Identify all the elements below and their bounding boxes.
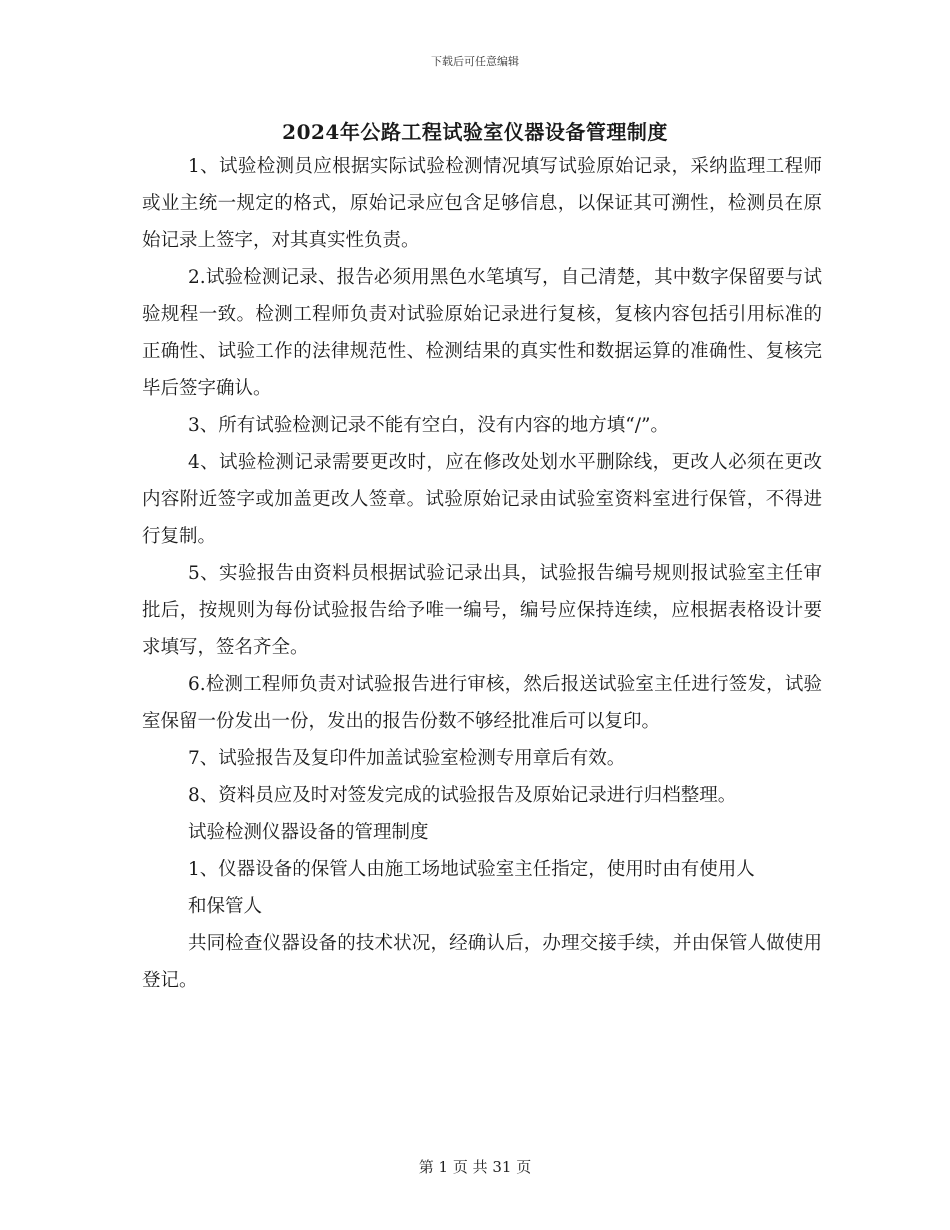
document-title: 2024年公路工程试验室仪器设备管理制度 [282,120,668,144]
paragraph-11: 共同检查仪器设备的技术状况，经确认后，办理交接手续，并由保管人做使用登记。 [142,933,822,991]
paragraph-4: 4、试验检测记录需要更改时，应在修改处划水平删除线，更改人必须在更改内容附近签字或加盖更改人签章。试验原始记录由试验室资料室进行保管，不得进行复制。 [142,452,822,547]
paragraph-9: 1、仪器设备的保管人由施工场地试验室主任指定，使用时由有使用人 [188,859,755,880]
paragraph-10: 和保管人 [188,896,263,917]
paragraph-8: 8、资料员应及时对签发完成的试验报告及原始记录进行归档整理。 [188,785,737,806]
paragraph-1: 1、试验检测员应根据实际试验检测情况填写试验原始记录，采纳监理工程师或业主统一规定的格式，原始记录应包含足够信息，以保证其可溯性，检测员在原始记录上签字，对其真实性负责。 [142,156,822,251]
page-number: 第 1 页 共 31 页 [418,1158,532,1176]
paragraph-2: 2.试验检测记录、报告必须用黑色水笔填写，自己清楚，其中数字保留要与试验规程一致。检测工程师负责对试验原始记录进行复核，复核内容包括引用标准的正确性、试验工作的法律规范性、检测结果的真实性和数据运算的准确性、复核完毕后签字确认。 [142,267,822,399]
document-body [142,148,822,999]
paragraph-6: 6.检测工程师负责对试验报告进行审核，然后报送试验室主任进行签发，试验室保留一份发出一份，发出的报告份数不够经批准后可以复印。 [142,674,822,732]
paragraph-3: 3、所有试验检测记录不能有空白，没有内容的地方填“/”。 [188,415,669,436]
paragraph-7: 7、试验报告及复印件加盖试验室检测专用章后有效。 [188,748,626,769]
page-header: 下载后可任意编辑 [431,55,519,68]
section-heading: 试验检测仪器设备的管理制度 [188,822,429,843]
paragraph-5: 5、实验报告由资料员根据试验记录出具，试验报告编号规则报试验室主任审批后，按规则为每份试验报告给予唯一编号，编号应保持连续，应根据表格设计要求填写，签名齐全。 [142,563,822,658]
